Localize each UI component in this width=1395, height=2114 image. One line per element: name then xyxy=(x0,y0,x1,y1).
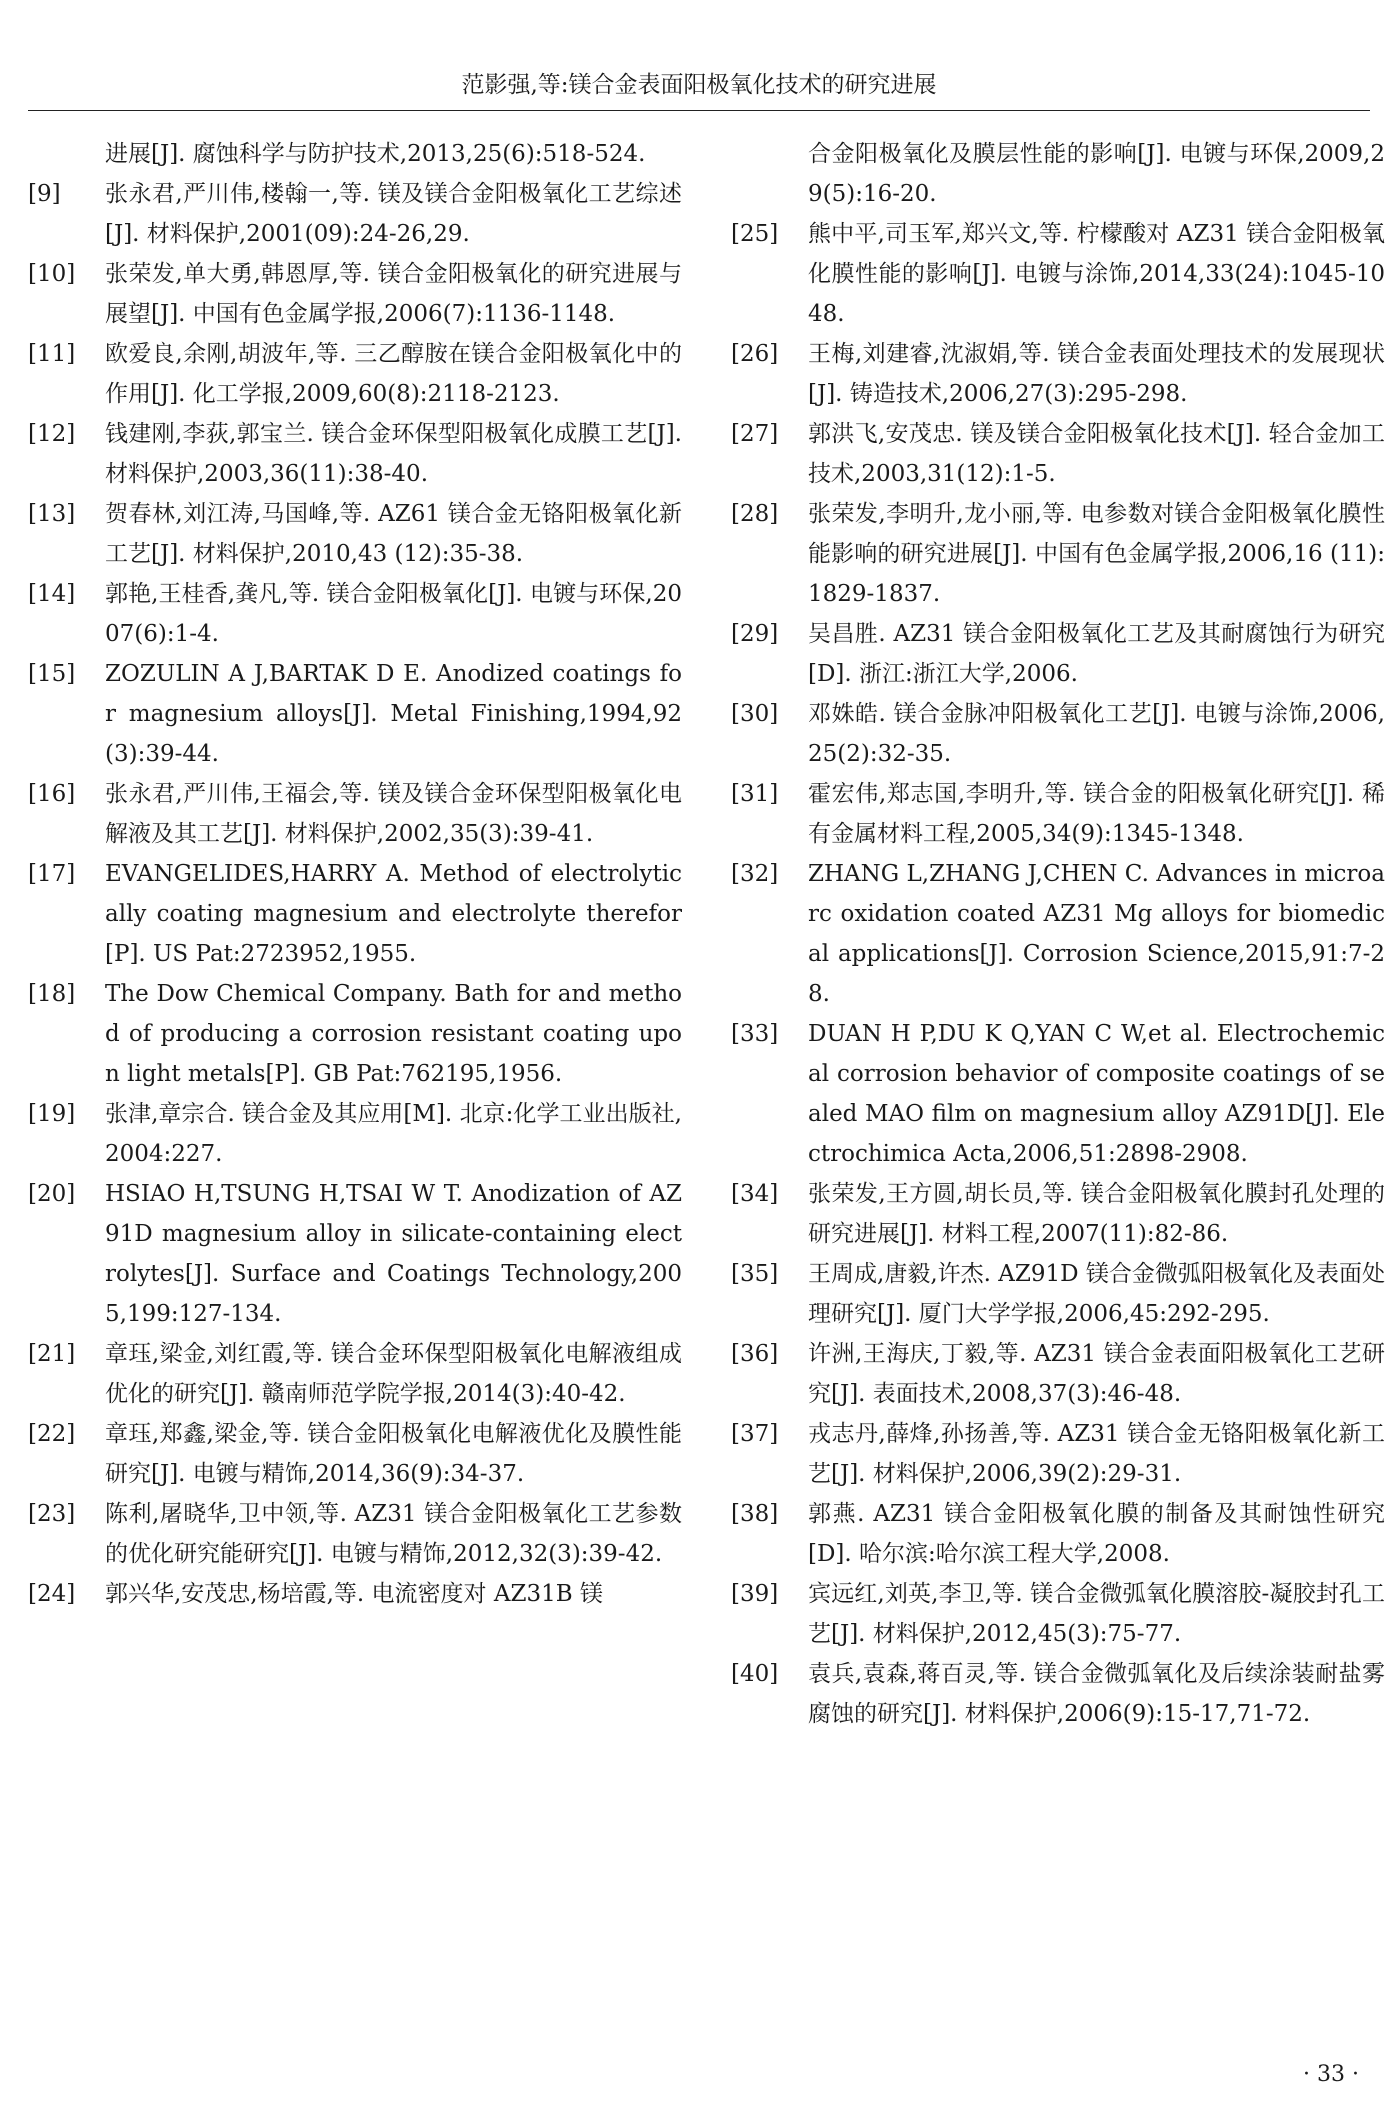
reference-number: [19] xyxy=(28,1101,76,1127)
reference-text: 郭兴华,安茂忠,杨培霞,等. 电流密度对 AZ31B 镁 xyxy=(105,1581,603,1607)
page-number: · 33 · xyxy=(1303,2062,1359,2087)
reference-text: 张永君,严川伟,楼翰一,等. 镁及镁合金阳极氧化工艺综述[J]. 材料保护,2001(09):24-26,29. xyxy=(105,181,682,247)
reference-entry xyxy=(731,1174,1385,1254)
reference-text: EVANGELIDES,HARRY A. Method of electrolytically coating magnesium and electrolyte therefor[P]. US Pat:2723952,1955. xyxy=(105,861,682,967)
reference-entry xyxy=(731,774,1385,854)
reference-number: [39] xyxy=(731,1581,779,1607)
reference-entry xyxy=(731,214,1385,334)
reference-entry xyxy=(731,494,1385,614)
reference-text: 吴昌胜. AZ31 镁合金阳极氧化工艺及其耐腐蚀行为研究[D]. 浙江:浙江大学,2006. xyxy=(808,621,1385,687)
reference-text: 霍宏伟,郑志国,李明升,等. 镁合金的阳极氧化研究[J]. 稀有金属材料工程,2005,34(9):1345-1348. xyxy=(808,781,1385,847)
reference-entry xyxy=(731,614,1385,694)
reference-text: 郭艳,王桂香,龚凡,等. 镁合金阳极氧化[J]. 电镀与环保,2007(6):1-4. xyxy=(105,581,682,647)
reference-number: [9] xyxy=(28,181,61,207)
reference-number: [15] xyxy=(28,661,76,687)
reference-number: [18] xyxy=(28,981,76,1007)
reference-text: 张荣发,李明升,龙小丽,等. 电参数对镁合金阳极氧化膜性能影响的研究进展[J]. 中国有色金属学报,2006,16 (11):1829-1837. xyxy=(808,501,1385,607)
reference-text: 章珏,梁金,刘红霞,等. 镁合金环保型阳极氧化电解液组成优化的研究[J]. 赣南师范学院学报,2014(3):40-42. xyxy=(105,1341,682,1407)
reference-text: 贺春林,刘江涛,马国峰,等. AZ61 镁合金无铬阳极氧化新工艺[J]. 材料保护,2010,43 (12):35-38. xyxy=(105,501,682,567)
reference-number: [12] xyxy=(28,421,76,447)
reference-entry xyxy=(731,1574,1385,1654)
reference-text: 张永君,严川伟,王福会,等. 镁及镁合金环保型阳极氧化电解液及其工艺[J]. 材料保护,2002,35(3):39-41. xyxy=(105,781,682,847)
reference-text: 钱建刚,李荻,郭宝兰. 镁合金环保型阳极氧化成膜工艺[J]. 材料保护,2003,36(11):38-40. xyxy=(105,421,682,487)
reference-entry xyxy=(28,1494,682,1574)
reference-text: 张津,章宗合. 镁合金及其应用[M]. 北京:化学工业出版社,2004:227. xyxy=(105,1101,682,1167)
reference-text: HSIAO H,TSUNG H,TSAI W T. Anodization of AZ91D magnesium alloy in silicate-containing electrolytes[J]. Surface and Coatings Technology,2005,199:127-134. xyxy=(105,1181,682,1327)
reference-text: 袁兵,袁森,蒋百灵,等. 镁合金微弧氧化及后续涂装耐盐雾腐蚀的研究[J]. 材料保护,2006(9):15-17,71-72. xyxy=(808,1661,1385,1727)
reference-entry xyxy=(28,414,682,494)
reference-entry xyxy=(28,1414,682,1494)
reference-entry xyxy=(28,1334,682,1414)
reference-column-right xyxy=(731,134,1385,1734)
reference-text: 郭洪飞,安茂忠. 镁及镁合金阳极氧化技术[J]. 轻合金加工技术,2003,31(12):1-5. xyxy=(808,421,1385,487)
reference-number: [40] xyxy=(731,1661,779,1687)
reference-entry xyxy=(28,334,682,414)
reference-text: 宾远红,刘英,李卫,等. 镁合金微弧氧化膜溶胶-凝胶封孔工艺[J]. 材料保护,2012,45(3):75-77. xyxy=(808,1581,1385,1647)
reference-text: 邓姝皓. 镁合金脉冲阳极氧化工艺[J]. 电镀与涂饰,2006,25(2):32-35. xyxy=(808,701,1385,767)
reference-number: [17] xyxy=(28,861,76,887)
reference-entry xyxy=(731,334,1385,414)
reference-entry xyxy=(731,1014,1385,1174)
reference-entry xyxy=(28,974,682,1094)
reference-number: [26] xyxy=(731,341,779,367)
reference-number: [21] xyxy=(28,1341,76,1367)
reference-entry xyxy=(28,654,682,774)
reference-number: [28] xyxy=(731,501,779,527)
reference-entry xyxy=(731,1334,1385,1414)
reference-number: [36] xyxy=(731,1341,779,1367)
reference-number: [27] xyxy=(731,421,779,447)
reference-text: 陈利,屠晓华,卫中领,等. AZ31 镁合金阳极氧化工艺参数的优化研究能研究[J]. 电镀与精饰,2012,32(3):39-42. xyxy=(105,1501,682,1567)
reference-text: 熊中平,司玉军,郑兴文,等. 柠檬酸对 AZ31 镁合金阳极氧化膜性能的影响[J]. 电镀与涂饰,2014,33(24):1045-1048. xyxy=(808,221,1385,327)
reference-continuation: 合金阳极氧化及膜层性能的影响[J]. 电镀与环保,2009,29(5):16-20. xyxy=(808,141,1385,207)
header-rule xyxy=(28,110,1370,111)
reference-entry xyxy=(28,174,682,254)
reference-entry xyxy=(28,1174,682,1334)
reference-entry xyxy=(731,854,1385,1014)
reference-text: 欧爱良,余刚,胡波年,等. 三乙醇胺在镁合金阳极氧化中的作用[J]. 化工学报,2009,60(8):2118-2123. xyxy=(105,341,682,407)
reference-text: 章珏,郑鑫,梁金,等. 镁合金阳极氧化电解液优化及膜性能研究[J]. 电镀与精饰,2014,36(9):34-37. xyxy=(105,1421,682,1487)
reference-number: [22] xyxy=(28,1421,76,1447)
reference-number: [24] xyxy=(28,1581,76,1607)
reference-entry xyxy=(28,774,682,854)
reference-number: [31] xyxy=(731,781,779,807)
reference-number: [32] xyxy=(731,861,779,887)
reference-entry xyxy=(731,1414,1385,1494)
reference-text: 王周成,唐毅,许杰. AZ91D 镁合金微弧阳极氧化及表面处理研究[J]. 厦门大学学报,2006,45:292-295. xyxy=(808,1261,1385,1327)
reference-text: 许洲,王海庆,丁毅,等. AZ31 镁合金表面阳极氧化工艺研究[J]. 表面技术,2008,37(3):46-48. xyxy=(808,1341,1385,1407)
reference-number: [37] xyxy=(731,1421,779,1447)
reference-number: [33] xyxy=(731,1021,779,1047)
reference-number: [20] xyxy=(28,1181,76,1207)
reference-text: 张荣发,王方圆,胡长员,等. 镁合金阳极氧化膜封孔处理的研究进展[J]. 材料工程,2007(11):82-86. xyxy=(808,1181,1385,1247)
reference-text: 郭燕. AZ31 镁合金阳极氧化膜的制备及其耐蚀性研究[D]. 哈尔滨:哈尔滨工程大学,2008. xyxy=(808,1501,1385,1567)
reference-number: [29] xyxy=(731,621,779,647)
running-header: 范影强,等:镁合金表面阳极氧化技术的研究进展 xyxy=(461,72,937,98)
reference-entry xyxy=(28,1094,682,1174)
reference-number: [13] xyxy=(28,501,76,527)
reference-entry xyxy=(28,1574,682,1614)
reference-entry xyxy=(731,1494,1385,1574)
reference-number: [23] xyxy=(28,1501,76,1527)
reference-number: [38] xyxy=(731,1501,779,1527)
reference-continuation: 进展[J]. 腐蚀科学与防护技术,2013,25(6):518-524. xyxy=(105,141,646,167)
reference-entry xyxy=(731,414,1385,494)
reference-number: [30] xyxy=(731,701,779,727)
reference-entry xyxy=(28,574,682,654)
reference-number: [14] xyxy=(28,581,76,607)
reference-number: [35] xyxy=(731,1261,779,1287)
reference-number: [25] xyxy=(731,221,779,247)
reference-number: [16] xyxy=(28,781,76,807)
reference-entry xyxy=(731,694,1385,774)
reference-column-left xyxy=(28,134,682,1614)
reference-text: ZHANG L,ZHANG J,CHEN C. Advances in microarc oxidation coated AZ31 Mg alloys for biomedical applications[J]. Corrosion Science,2015,91:7-28. xyxy=(808,861,1385,1007)
reference-entry xyxy=(731,1654,1385,1734)
reference-text: 戎志丹,薛烽,孙扬善,等. AZ31 镁合金无铬阳极氧化新工艺[J]. 材料保护,2006,39(2):29-31. xyxy=(808,1421,1385,1487)
reference-number: [11] xyxy=(28,341,76,367)
reference-number: [10] xyxy=(28,261,76,287)
reference-text: 张荣发,单大勇,韩恩厚,等. 镁合金阳极氧化的研究进展与展望[J]. 中国有色金属学报,2006(7):1136-1148. xyxy=(105,261,682,327)
reference-entry xyxy=(28,854,682,974)
reference-text: The Dow Chemical Company. Bath for and method of producing a corrosion resistant coating upon light metals[P]. GB Pat:762195,1956. xyxy=(105,981,682,1087)
reference-text: ZOZULIN A J,BARTAK D E. Anodized coatings for magnesium alloys[J]. Metal Finishing,1994,92(3):39-44. xyxy=(105,661,682,767)
reference-text: DUAN H P,DU K Q,YAN C W,et al. Electrochemical corrosion behavior of composite coatings of sealed MAO film on magnesium alloy AZ91D[J]. Electrochimica Acta,2006,51:2898-2908. xyxy=(808,1021,1385,1167)
reference-entry xyxy=(731,1254,1385,1334)
reference-number: [34] xyxy=(731,1181,779,1207)
reference-entry xyxy=(28,494,682,574)
reference-entry xyxy=(28,254,682,334)
reference-text: 王梅,刘建睿,沈淑娟,等. 镁合金表面处理技术的发展现状[J]. 铸造技术,2006,27(3):295-298. xyxy=(808,341,1385,407)
